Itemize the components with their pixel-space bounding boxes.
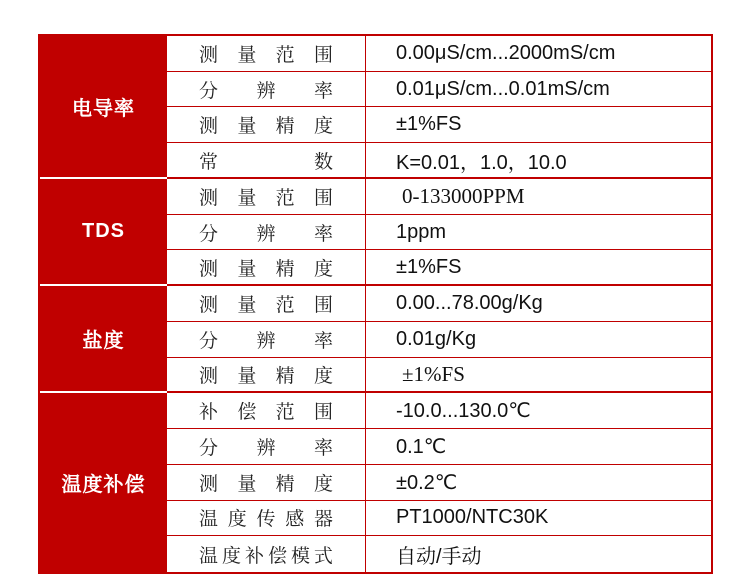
category-tds: [40, 179, 167, 286]
value-cell-conductivity-2: [366, 107, 711, 143]
value-text: 0-133000PPM: [402, 183, 525, 208]
param-cell-temperature-compensation-0: [167, 393, 366, 429]
param-label: 温 度 传 感 器: [199, 509, 333, 531]
category-temperature-compensation: [40, 393, 167, 572]
category-label: 盐度: [82, 330, 125, 353]
category-label: 电导率: [72, 97, 135, 120]
value-text: 0.01μS/cm...0.01mS/cm: [396, 77, 610, 100]
param-cell-conductivity-1: [167, 72, 366, 108]
value-text: ±0.2℃: [396, 471, 458, 494]
value-text: 0.1℃: [396, 435, 447, 458]
param-cell-salinity-2: [167, 358, 366, 394]
value-text: ±1%FS: [396, 113, 462, 136]
value-text: PT1000/NTC30K: [396, 506, 549, 529]
param-label: 常 数: [199, 151, 333, 173]
value-text: 1ppm: [396, 220, 447, 243]
param-label: 测 量 精 度: [199, 473, 333, 495]
value-cell-tds-0: [366, 179, 711, 215]
param-label: 测 量 精 度: [199, 365, 333, 387]
value-text: -10.0...130.0℃: [396, 400, 531, 423]
param-label: 温 度 补 偿 模 式: [199, 545, 333, 567]
param-cell-tds-1: [167, 215, 366, 251]
value-text: 自动/手动: [396, 545, 482, 568]
param-cell-temperature-compensation-2: [167, 465, 366, 501]
param-label: 分 辨 率: [199, 330, 333, 352]
spec-table: [38, 34, 713, 574]
value-text: 0.00μS/cm...2000mS/cm: [396, 41, 616, 64]
value-text: 0.00...78.00g/Kg: [396, 291, 543, 314]
value-cell-temperature-compensation-1: [366, 429, 711, 465]
param-cell-tds-2: [167, 250, 366, 286]
value-text: ±1%FS: [402, 361, 465, 386]
param-cell-salinity-1: [167, 322, 366, 358]
value-cell-temperature-compensation-2: [366, 465, 711, 501]
param-label: 补 偿 范 围: [199, 402, 333, 424]
value-cell-tds-1: [366, 215, 711, 251]
param-label: 测 量 精 度: [199, 116, 333, 138]
param-cell-conductivity-0: [167, 36, 366, 72]
value-cell-salinity-2: [366, 358, 711, 394]
category-conductivity: [40, 36, 167, 179]
category-label: TDS: [82, 220, 125, 243]
value-cell-tds-2: [366, 250, 711, 286]
param-cell-tds-0: [167, 179, 366, 215]
value-cell-conductivity-3: [366, 143, 711, 179]
value-cell-conductivity-0: [366, 36, 711, 72]
param-cell-salinity-0: [167, 286, 366, 322]
value-text: K=0.01，1.0，10.0: [396, 151, 567, 174]
value-cell-salinity-1: [366, 322, 711, 358]
value-cell-temperature-compensation-3: [366, 501, 711, 537]
param-cell-temperature-compensation-3: [167, 501, 366, 537]
param-cell-temperature-compensation-1: [167, 429, 366, 465]
param-label: 测 量 范 围: [199, 44, 333, 66]
value-text: 0.01g/Kg: [396, 327, 477, 350]
param-label: 测 量 精 度: [199, 258, 333, 280]
category-label: 温度补偿: [61, 474, 146, 497]
category-salinity: [40, 286, 167, 393]
value-text: ±1%FS: [396, 255, 462, 278]
param-cell-conductivity-2: [167, 107, 366, 143]
param-label: 分 辨 率: [199, 437, 333, 459]
param-cell-conductivity-3: [167, 143, 366, 179]
param-label: 分 辨 率: [199, 80, 333, 102]
value-cell-temperature-compensation-4: [366, 536, 711, 572]
param-label: 测 量 范 围: [199, 294, 333, 316]
param-label: 测 量 范 围: [199, 187, 333, 209]
param-cell-temperature-compensation-4: [167, 536, 366, 572]
value-cell-conductivity-1: [366, 72, 711, 108]
value-cell-salinity-0: [366, 286, 711, 322]
value-cell-temperature-compensation-0: [366, 393, 711, 429]
param-label: 分 辨 率: [199, 223, 333, 245]
